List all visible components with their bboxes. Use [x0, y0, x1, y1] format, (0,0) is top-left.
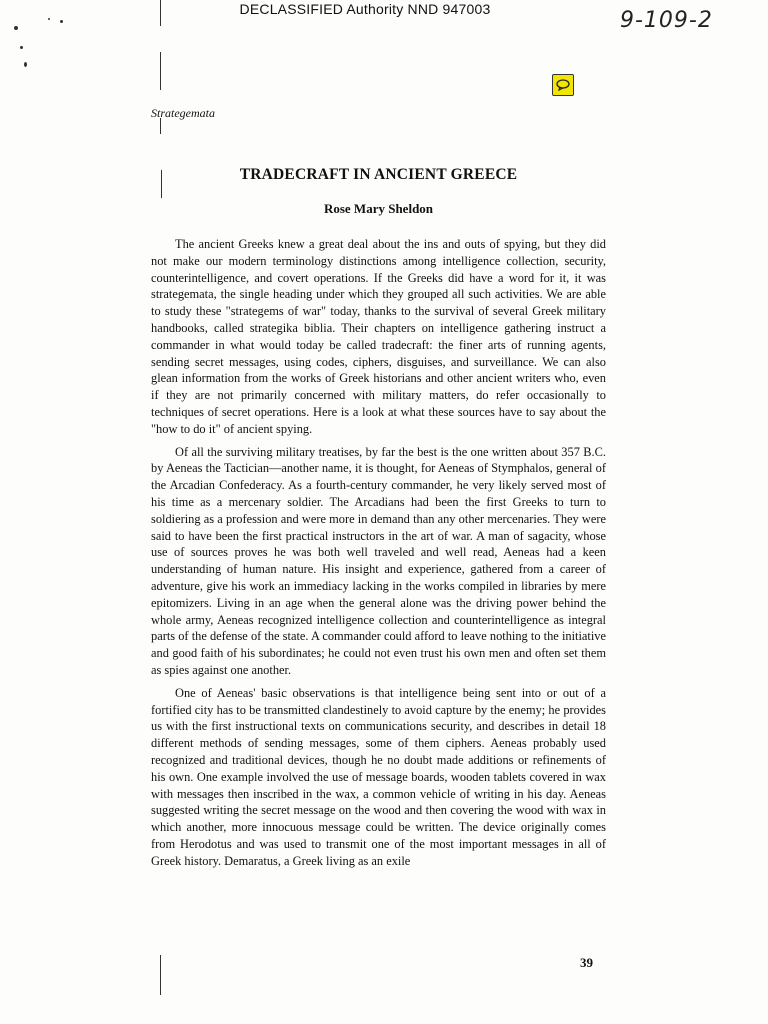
- paragraph: Of all the surviving military treatises, by far the best is the one written about 357 B.C. by Aeneas the Tactician—another name, it is thought, for Aeneas of Stymphalos, general of the Arcadian Confederacy. As a fourth-century commander, he very likely served most of his time as a mercenary soldier. The Arcadians had been the first Greeks to turn to soldiering as a profession and were more in demand than any other mercenaries. They were said to have been the first practical instructors in the art of war. A man of sagacity, whose use of sources proves he was both well traveled and well read, Aeneas had a keen understanding of human nature. His insight and experience, gathered from a career of adventure, give his work an immediacy lacking in the works compiled in libraries by mere epitomizers. Living in an age when the general alone was the driving power behind the whole army, Aeneas recognized intelligence collection and counterintelligence as integral parts of the defense of the state. A commander could afford to leave nothing to the initiative and good faith of his subordinates; he could not even trust his own men and often set them as spies against one another.: [151, 444, 606, 677]
- article-author: Rose Mary Sheldon: [323, 201, 434, 216]
- paragraph: One of Aeneas' basic observations is that intelligence being sent into or out of a fortified city has to be transmitted clandestinely to avoid capture by the enemy; he provides us with the first instructional texts on communications security, and describes in detail 18 different methods of sending messages, some of them ciphers. Aeneas probably used recognized and traditional devices, though he no doubt made additions or refinements of his own. One example involved the use of message boards, wooden tablets covered in wax with messages then inscribed in the wax, a common vehicle of writing in his day. Aeneas suggested writing the secret message on the wood and then covering the wood with wax in which another, more innocuous message could be written. The device originally comes from Herodotus and was used to transmit one of the most important messages in all of Greek history. Demaratus, a Greek living as an exile: [151, 685, 606, 868]
- comment-marker-icon[interactable]: [552, 74, 574, 96]
- handwritten-note: 9-109-2: [620, 8, 713, 33]
- scan-artifact-line: [160, 0, 161, 26]
- scan-speck: [14, 26, 18, 30]
- scan-speck: [24, 62, 27, 67]
- declassified-stamp: DECLASSIFIED Authority NND 947003: [239, 1, 491, 17]
- running-head: Strategemata: [151, 106, 215, 120]
- article-title: TRADECRAFT IN ANCIENT GREECE: [239, 166, 518, 183]
- scan-artifact-line: [160, 955, 161, 995]
- scan-speck: [48, 18, 50, 20]
- scan-artifact-line: [160, 52, 161, 90]
- page-number: 39: [580, 955, 593, 970]
- scan-speck: [60, 20, 63, 23]
- speech-bubble-icon: [556, 79, 570, 91]
- paragraph: The ancient Greeks knew a great deal about the ins and outs of spying, but they did not make our modern terminology distinctions among intelligence collection, security, counterintelligence, and covert operations. If the Greeks did have a word for it, it was strategemata, the single heading under which they grouped all such activities. We are able to study these "strategems of war" today, thanks to the survival of several Greek military handbooks, called strategika biblia. Their chapters on intelligence gathering instruct a commander in what would today be called tradecraft: the finer arts of running agents, sending secret messages, using codes, ciphers, disguises, and surveillance. We can also glean information from the works of Greek historians and other ancient writers who, even if they are not primarily concerned with military matters, do refer occasionally to techniques of secret operations. Here is a look at what these sources have to say about the "how to do it" of ancient spying.: [151, 237, 606, 436]
- scan-speck: [20, 46, 23, 49]
- article-body: [151, 236, 606, 875]
